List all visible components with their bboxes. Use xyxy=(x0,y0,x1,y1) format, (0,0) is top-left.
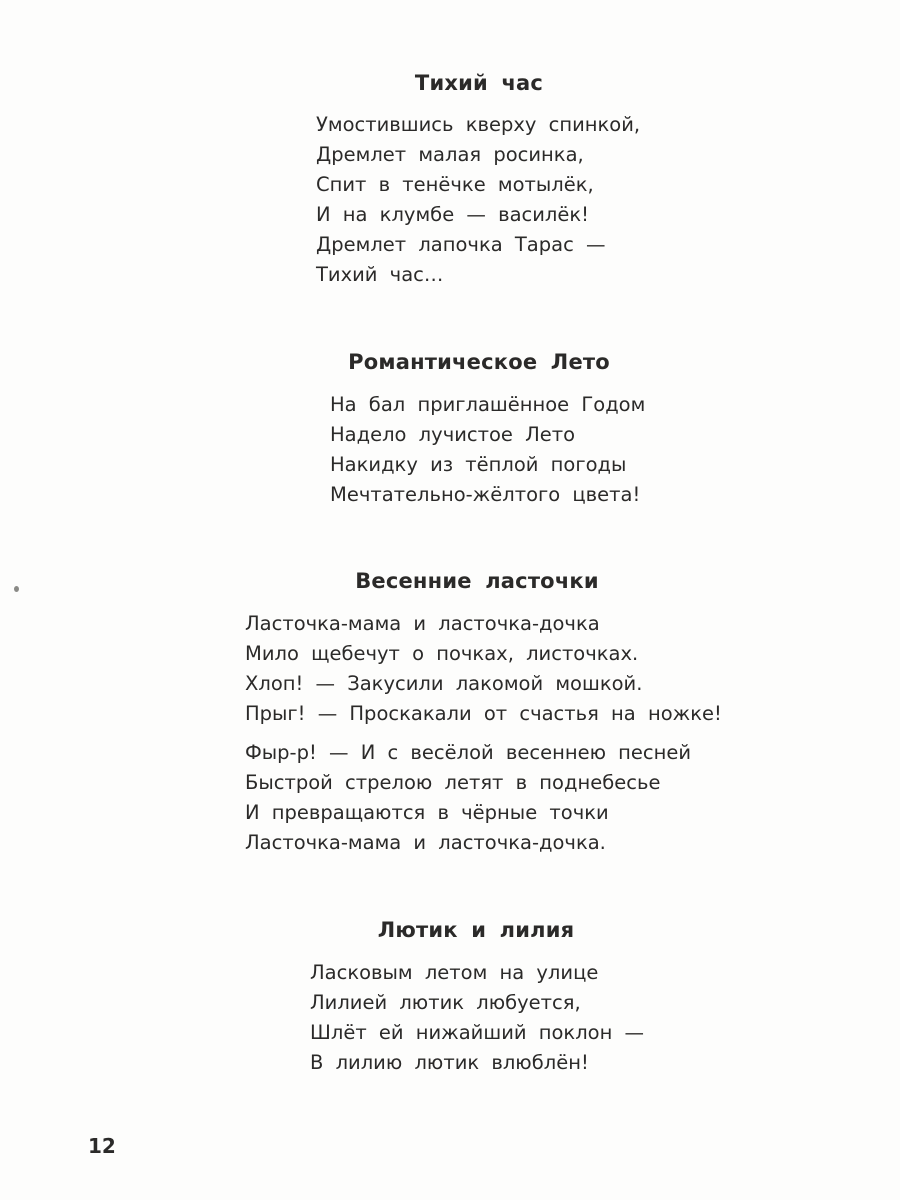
poem-title: Весенние ласточки xyxy=(355,569,599,593)
poem-line: Хлоп! — Закусили лакомой мошкой. xyxy=(245,672,643,695)
poem-line: Ласковым летом на улице xyxy=(310,961,599,984)
poem-line: И на клумбе — василёк! xyxy=(316,203,589,226)
poem-line: Фыр-р! — И с весёлой весеннею песней xyxy=(245,741,692,764)
poem-line: Быстрой стрелою летят в поднебесье xyxy=(245,771,661,794)
poem-line: Лилией лютик любуется, xyxy=(310,991,581,1014)
poem-line: И превращаются в чёрные точки xyxy=(245,801,609,824)
poem-line: Шлёт ей нижайший поклон — xyxy=(310,1021,645,1044)
poem-line: Мило щебечут о почках, листочках. xyxy=(245,642,639,665)
poem-line: Дремлет малая росинка, xyxy=(316,143,584,166)
poem-line: Дремлет лапочка Тарас — xyxy=(316,233,606,256)
poem-line: Ласточка-мама и ласточка-дочка xyxy=(245,612,600,635)
poem-line: На бал приглашённое Годом xyxy=(330,393,646,416)
poem-line: Спит в тенёчке мотылёк, xyxy=(316,173,594,196)
poem-title: Тихий час xyxy=(414,71,544,95)
poem-line: Ласточка-мама и ласточка-дочка. xyxy=(245,831,606,854)
paper-speck xyxy=(14,586,19,592)
poem-title: Романтическое Лето xyxy=(348,350,610,374)
poem-line: Мечтательно-жёлтого цвета! xyxy=(330,483,641,506)
poem-line: Надело лучистое Лето xyxy=(330,423,576,446)
poem-title: Лютик и лилия xyxy=(377,918,575,942)
poem-line: Прыг! — Проскакали от счастья на ножке! xyxy=(245,702,722,725)
poem-line: Тихий час… xyxy=(316,263,444,286)
poem-line: В лилию лютик влюблён! xyxy=(310,1051,589,1074)
poem-line: Накидку из тёплой погоды xyxy=(330,453,627,476)
page-number: 12 xyxy=(88,1134,116,1158)
poem-line: Умостившись кверху спинкой, xyxy=(316,113,641,136)
